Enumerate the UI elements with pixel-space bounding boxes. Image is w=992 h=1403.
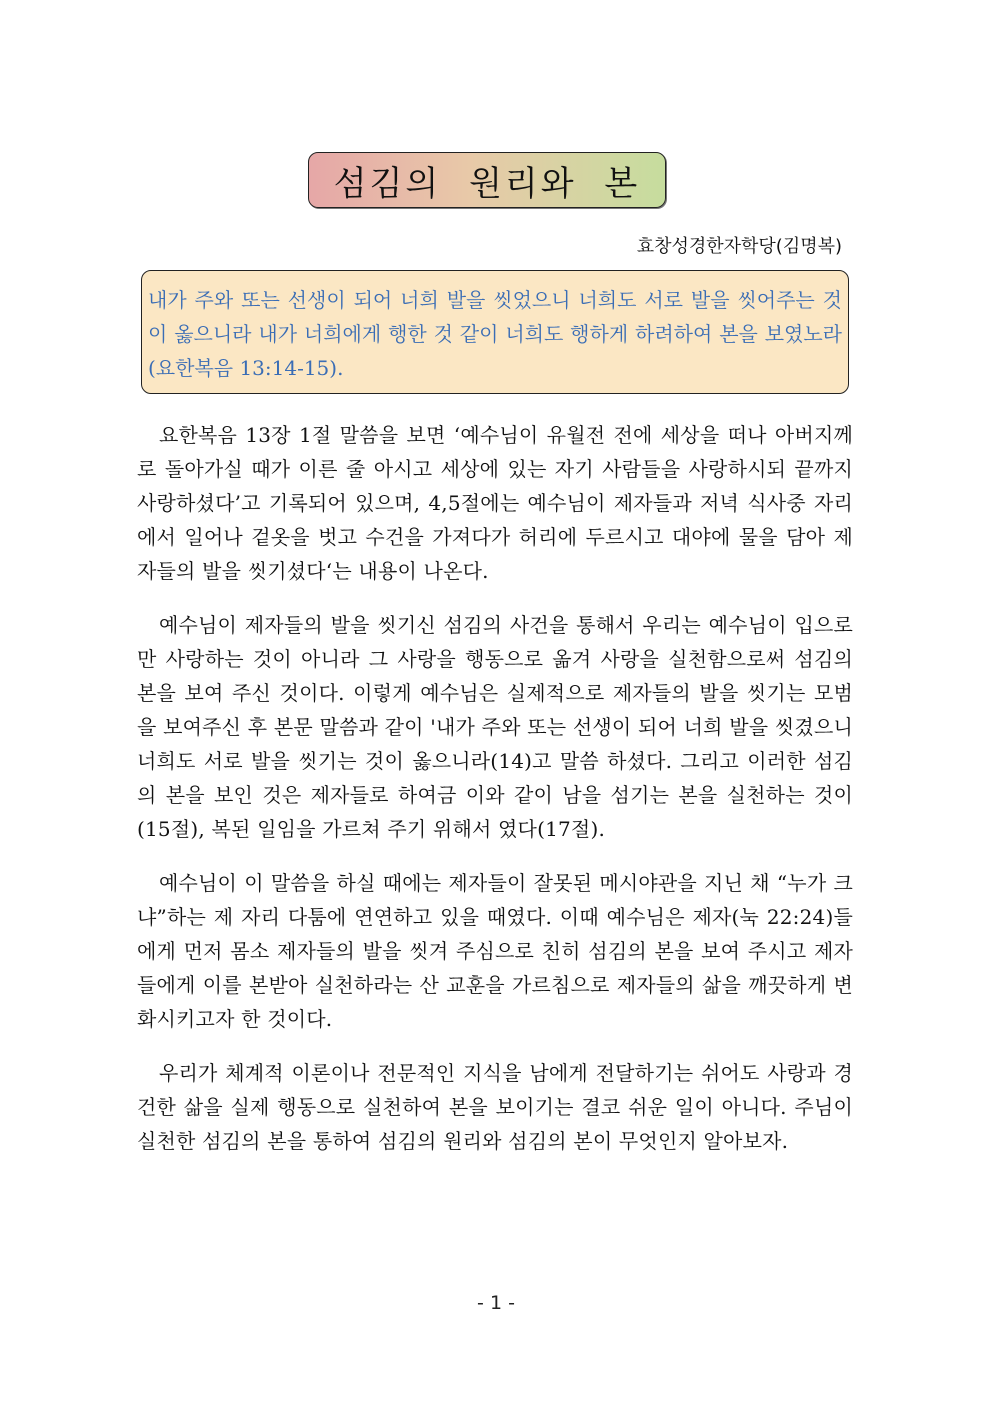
- page-number: - 1 -: [477, 1292, 515, 1314]
- scripture-quote: 내가 주와 또는 선생이 되어 너희 발을 씻었으니 너희도 서로 발을 씻어주는 것이 옳으니라 내가 너희에게 행한 것 같이 너희도 행하게 하려하여 본을 보였노라(요한복음 13:14-15).: [148, 288, 842, 380]
- paragraph-2: 예수님이 제자들의 발을 씻기신 섬김의 사건을 통해서 우리는 예수님이 입으로만 사랑하는 것이 아니라 그 사랑을 행동으로 옮겨 사랑을 실천함으로써 섬김의 본을 보여 주신 것이다. 이렇게 예수님은 실제적으로 제자들의 발을 씻기는 모범을 보여주신 후 본문 말씀과 같이 '내가 주와 또는 선생이 되어 너희 발을 씻겼으니 너희도 서로 발을 씻기는 것이 옳으니라(14)고 말씀 하셨다. 그리고 이러한 섬김의 본을 보인 것은 제자들로 하여금 이와 같이 남을 섬기는 본을 실천하는 것이(15절), 복된 일임을 가르쳐 주기 위해서 였다(17절).: [137, 613, 853, 841]
- scripture-quote-box: [141, 270, 849, 394]
- paragraph-4: 우리가 체계적 이론이나 전문적인 지식을 남에게 전달하기는 쉬어도 사랑과 경건한 삶을 실제 행동으로 실천하여 본을 보이기는 결코 쉬운 일이 아니다. 주님이 실천한 섬김의 본을 통하여 섬김의 원리와 섬김의 본이 무엇인지 알아보자.: [137, 1061, 853, 1153]
- page-title: 섬김의 원리와 본: [333, 163, 641, 204]
- paragraph-1: 요한복음 13장 1절 말씀을 보면 ‘예수님이 유월전 전에 세상을 떠나 아버지께로 돌아가실 때가 이른 줄 아시고 세상에 있는 자기 사람들을 사랑하시되 끝까지 사랑하셨다’고 기록되어 있으며, 4,5절에는 예수님이 제자들과 저녁 식사중 자리에서 일어나 겉옷을 벗고 수건을 가져다가 허리에 두르시고 대야에 물을 담아 제자들의 발을 씻기셨다‘는 내용이 나온다.: [137, 423, 853, 583]
- paragraph-3: 예수님이 이 말씀을 하실 때에는 제자들이 잘못된 메시야관을 지닌 채 “누가 크냐”하는 제 자리 다툼에 연연하고 있을 때였다. 이때 예수님은 제자(눅 22:24)들에게 먼저 몸소 제자들의 발을 씻겨 주심으로 친히 섬김의 본을 보여 주시고 제자들에게 이를 본받아 실천하라는 산 교훈을 가르침으로 제자들의 삶을 깨끗하게 변화시키고자 한 것이다.: [137, 871, 853, 1031]
- author-line: 효창성경한자학당(김명복): [636, 236, 842, 257]
- title-box: [308, 152, 666, 208]
- body-text: [137, 418, 853, 1178]
